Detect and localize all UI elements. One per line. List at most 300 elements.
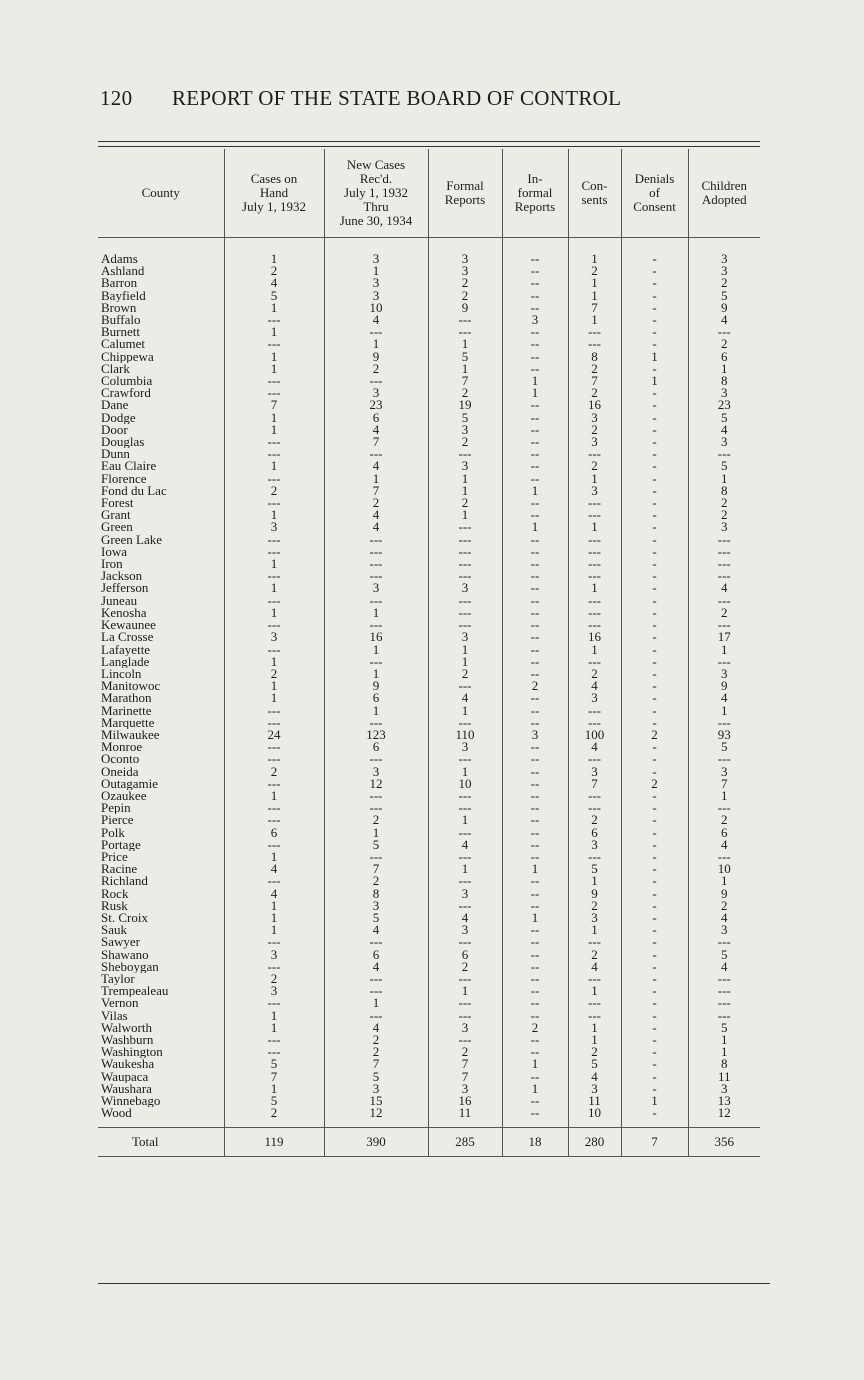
table-cell: 1 (224, 460, 324, 472)
table-cell: -- (502, 875, 568, 887)
table-cell: - (621, 875, 688, 887)
table-row (98, 363, 760, 375)
table-cell: 1 (428, 705, 502, 717)
table-cell: 2 (502, 680, 568, 692)
table-row (98, 644, 760, 656)
table-cell: -- (502, 814, 568, 826)
table-cell: 3 (324, 387, 428, 399)
table-cell: 9 (568, 888, 621, 900)
table-cell: -- (502, 497, 568, 509)
table-cell: --- (324, 802, 428, 814)
table-cell: 1 (428, 644, 502, 656)
county-name: Door (101, 423, 128, 437)
table-cell: 7 (224, 399, 324, 411)
table-cell: --- (568, 717, 621, 729)
table-cell: 1 (568, 277, 621, 289)
table-cell: -- (502, 766, 568, 778)
total-label: Total (98, 1128, 224, 1157)
table-cell: 3 (224, 985, 324, 997)
county-name: Rusk (101, 899, 128, 912)
table-row (98, 1034, 760, 1046)
table-cell: -- (502, 839, 568, 851)
table-cell: - (621, 582, 688, 594)
county-name: Adams (101, 253, 138, 266)
table-cell: --- (224, 497, 324, 509)
county-name: Marinette (101, 704, 152, 717)
table-cell: --- (224, 753, 324, 765)
county-name: Outagamie (101, 777, 159, 790)
table-cell: --- (688, 656, 760, 668)
table-cell: - (621, 1058, 688, 1070)
table-cell: -- (502, 595, 568, 607)
table-cell: 2 (568, 363, 621, 375)
table-cell: - (621, 558, 688, 570)
table-cell: 1 (502, 387, 568, 399)
table-cell: --- (568, 497, 621, 509)
table-cell: 2 (568, 424, 621, 436)
table-cell: 1 (428, 473, 502, 485)
table-cell: - (621, 924, 688, 936)
table-cell: 1 (502, 1058, 568, 1070)
bottom-rule (98, 1283, 770, 1284)
table-row (98, 412, 760, 424)
table-cell: 3 (428, 741, 502, 753)
table-row (98, 888, 760, 900)
table-cell: --- (428, 1010, 502, 1022)
table-cell: --- (324, 717, 428, 729)
table-body (98, 238, 760, 1120)
table-cell: -- (502, 1107, 568, 1119)
county-name: Taylor (101, 972, 135, 986)
table-cell: 3 (568, 485, 621, 497)
county-name: Bayfield (101, 289, 146, 302)
table-cell: --- (324, 973, 428, 985)
table-row (98, 277, 760, 289)
table-cell: 2 (688, 277, 760, 289)
table-cell: --- (224, 778, 324, 790)
table-cell: - (621, 668, 688, 680)
county-name: Clark (101, 362, 130, 376)
table-cell: - (621, 644, 688, 656)
county-name: Douglas (101, 436, 145, 449)
table-cell: 110 (428, 729, 502, 741)
table-cell: --- (568, 705, 621, 717)
table-cell: - (621, 460, 688, 472)
county-name: Chippewa (101, 350, 154, 363)
table-cell: 1 (428, 814, 502, 826)
table-cell: 11 (568, 1095, 621, 1107)
table-cell: 9 (688, 302, 760, 314)
table-cell: 3 (324, 277, 428, 289)
table-row (98, 753, 760, 765)
table-cell: 8 (324, 888, 428, 900)
table-row (98, 387, 760, 399)
table-cell: 1 (224, 851, 324, 863)
table-cell: - (621, 1034, 688, 1046)
table-cell: 1 (568, 582, 621, 594)
table-row (98, 863, 760, 875)
table-cell: --- (428, 521, 502, 533)
county-name: Iron (101, 558, 123, 571)
table-cell: -- (502, 949, 568, 961)
table-cell: --- (224, 387, 324, 399)
table-cell: -- (502, 1034, 568, 1046)
county-name: Kenosha (101, 606, 147, 620)
table-cell: 2 (428, 961, 502, 973)
table-cell: 1 (568, 473, 621, 485)
table-cell: 4 (568, 741, 621, 753)
table-cell: 10 (568, 1107, 621, 1119)
county-name: Kewaunee (101, 619, 156, 632)
table-cell: - (621, 985, 688, 997)
table-cell: 2 (324, 814, 428, 826)
table-cell: --- (224, 814, 324, 826)
county-name: Washburn (101, 1034, 154, 1047)
table-cell: - (621, 570, 688, 582)
table-cell: 3 (428, 424, 502, 436)
table-cell: 1 (688, 363, 760, 375)
table-row (98, 936, 760, 948)
table-cell: --- (324, 534, 428, 546)
table-cell: 2 (688, 607, 760, 619)
table-cell: 3 (688, 521, 760, 533)
table-cell: 2 (502, 1022, 568, 1034)
table-cell: - (621, 766, 688, 778)
table-row (98, 1046, 760, 1058)
table-cell: 2 (688, 497, 760, 509)
table-cell: --- (428, 619, 502, 631)
page-header (100, 86, 621, 111)
table-cell: - (621, 802, 688, 814)
table-cell: 7 (428, 1071, 502, 1083)
table-cell: -- (502, 253, 568, 265)
table-cell: 16 (428, 1095, 502, 1107)
table-row (98, 912, 760, 924)
table-row (98, 875, 760, 887)
table-cell: 3 (428, 460, 502, 472)
table-cell: - (621, 851, 688, 863)
table-cell: 1 (428, 338, 502, 350)
county-name: Shawano (101, 948, 149, 961)
table-row (98, 351, 760, 363)
county-name: Monroe (101, 741, 143, 754)
table-cell: -- (502, 778, 568, 790)
table-cell: 1 (224, 509, 324, 521)
table-cell: -- (502, 1010, 568, 1022)
table-cell: -- (502, 888, 568, 900)
table-cell: 5 (224, 290, 324, 302)
table-cell: --- (688, 546, 760, 558)
table-cell: --- (428, 753, 502, 765)
county-name: Oconto (101, 753, 140, 766)
table-row (98, 656, 760, 668)
total-cell: 390 (324, 1128, 428, 1157)
table-cell: --- (224, 936, 324, 948)
table-cell: 1 (224, 363, 324, 375)
table-cell: --- (688, 717, 760, 729)
county-name: Dodge (101, 411, 136, 424)
table-cell: 4 (688, 839, 760, 851)
county-name: Crawford (101, 387, 151, 400)
table-cell: 4 (324, 314, 428, 326)
county-name: Waupaca (101, 1070, 149, 1083)
county-name: Price (101, 850, 128, 864)
table-cell: 7 (568, 302, 621, 314)
table-row (98, 668, 760, 680)
table-cell: 2 (688, 814, 760, 826)
table-cell: -- (502, 338, 568, 350)
table-cell: 3 (224, 631, 324, 643)
county-name: Racine (101, 863, 138, 876)
table-cell: - (621, 399, 688, 411)
table-cell: 3 (324, 253, 428, 265)
table-cell: 2 (224, 1107, 324, 1119)
table-cell: 5 (224, 1095, 324, 1107)
table-row (98, 631, 760, 643)
table-cell: -- (502, 326, 568, 338)
table-row (98, 448, 760, 460)
table-cell: 3 (568, 412, 621, 424)
county-name: Dunn (101, 448, 130, 461)
county-name: St. Croix (101, 911, 148, 925)
county-name: Columbia (101, 375, 153, 388)
table-row (98, 302, 760, 314)
table-cell: --- (224, 314, 324, 326)
table-cell: --- (428, 1034, 502, 1046)
table-cell: 1 (324, 265, 428, 277)
county-name: Fond du Lac (101, 484, 167, 498)
table-cell: --- (224, 875, 324, 887)
table-cell: 1 (324, 997, 428, 1009)
table-cell: 1 (688, 644, 760, 656)
table-cell: -- (502, 802, 568, 814)
table-cell: 1 (428, 485, 502, 497)
table-cell: 1 (324, 668, 428, 680)
table-row (98, 802, 760, 814)
table-cell: --- (428, 534, 502, 546)
table-cell: 1 (568, 1022, 621, 1034)
table-cell: --- (324, 753, 428, 765)
table-cell: --- (428, 851, 502, 863)
table-cell: 1 (324, 607, 428, 619)
table-row (98, 778, 760, 790)
county-name: Vernon (101, 997, 139, 1010)
county-name: Milwaukee (101, 728, 160, 742)
table-cell: 10 (428, 778, 502, 790)
table-cell: -- (502, 656, 568, 668)
table-cell: 5 (568, 863, 621, 875)
table-cell: 1 (324, 338, 428, 350)
col-informal-reports: In- formal Reports (502, 149, 568, 238)
table-cell: --- (324, 985, 428, 997)
table-cell: --- (428, 875, 502, 887)
table-cell: --- (428, 448, 502, 460)
table-cell: --- (224, 436, 324, 448)
table-cell: 13 (688, 1095, 760, 1107)
table-cell: 4 (324, 424, 428, 436)
table-row (98, 790, 760, 802)
table-cell: - (621, 961, 688, 973)
table-cell: - (621, 717, 688, 729)
table-cell: 3 (428, 265, 502, 277)
table-cell: 2 (324, 1034, 428, 1046)
table-cell: 1 (568, 1034, 621, 1046)
table-row (98, 973, 760, 985)
table-cell: 2 (568, 949, 621, 961)
table-cell: 6 (428, 949, 502, 961)
table-cell: --- (224, 570, 324, 582)
table-cell: --- (568, 534, 621, 546)
county-name: Waushara (101, 1082, 152, 1096)
table-cell: 17 (688, 631, 760, 643)
col-consents: Con- sents (568, 149, 621, 238)
table-cell: -- (502, 936, 568, 948)
table-cell: --- (224, 619, 324, 631)
table-row (98, 546, 760, 558)
table-cell: --- (568, 936, 621, 948)
table-cell: 3 (688, 668, 760, 680)
table-cell: 5 (688, 1022, 760, 1034)
table-cell: 4 (324, 924, 428, 936)
table-cell: 2 (428, 1046, 502, 1058)
table-cell: --- (324, 558, 428, 570)
table-cell: 2 (428, 436, 502, 448)
table-cell: 2 (224, 668, 324, 680)
county-name: Lafayette (101, 643, 151, 656)
table-cell: --- (324, 1010, 428, 1022)
table-cell: - (621, 253, 688, 265)
table-cell: 4 (428, 692, 502, 704)
table-row (98, 497, 760, 509)
table-cell: --- (224, 839, 324, 851)
table-cell: 6 (324, 949, 428, 961)
table-cell: 8 (568, 351, 621, 363)
table-cell: --- (428, 607, 502, 619)
county-name: Sheboygan (101, 960, 159, 973)
table-cell: 3 (324, 1083, 428, 1095)
table-cell: 123 (324, 729, 428, 741)
table-row (98, 949, 760, 961)
table-cell: 3 (568, 1083, 621, 1095)
table-cell: 3 (688, 1083, 760, 1095)
table-row (98, 1010, 760, 1022)
total-cell: 119 (224, 1128, 324, 1157)
table-cell: --- (688, 570, 760, 582)
table-cell: - (621, 448, 688, 460)
table-cell: 2 (224, 766, 324, 778)
table-cell: 3 (428, 924, 502, 936)
table-cell: --- (568, 607, 621, 619)
table-row (98, 290, 760, 302)
table-cell: -- (502, 607, 568, 619)
table-cell: 10 (688, 863, 760, 875)
table-cell: --- (428, 595, 502, 607)
table-cell: - (621, 314, 688, 326)
table-cell: - (621, 656, 688, 668)
table-cell: - (621, 997, 688, 1009)
table-row (98, 473, 760, 485)
table-cell: --- (428, 326, 502, 338)
table-cell: --- (568, 619, 621, 631)
total-row (98, 1128, 760, 1157)
table-cell: -- (502, 985, 568, 997)
county-name: Florence (101, 472, 147, 485)
table-cell: --- (428, 558, 502, 570)
table-cell: -- (502, 351, 568, 363)
table-cell: 4 (568, 961, 621, 973)
county-name: Dane (101, 399, 129, 412)
table-cell: 9 (324, 351, 428, 363)
table-cell: 1 (224, 326, 324, 338)
table-cell: 2 (428, 668, 502, 680)
county-name: Ashland (101, 265, 145, 278)
table-cell: - (621, 863, 688, 875)
table-cell: 2 (224, 265, 324, 277)
table-cell: 3 (428, 582, 502, 594)
county-name: Grant (101, 509, 131, 522)
table-cell: - (621, 692, 688, 704)
table-cell: 3 (688, 265, 760, 277)
table-cell: -- (502, 277, 568, 289)
table-row (98, 997, 760, 1009)
table-cell: -- (502, 1071, 568, 1083)
table-cell: --- (688, 802, 760, 814)
table-cell: - (621, 436, 688, 448)
table-cell: -- (502, 961, 568, 973)
table-cell: 3 (688, 436, 760, 448)
table-cell: --- (324, 326, 428, 338)
table-cell: 3 (428, 253, 502, 265)
table-cell: -- (502, 546, 568, 558)
table-cell: - (621, 509, 688, 521)
table-cell: 9 (688, 888, 760, 900)
table-cell: 3 (688, 924, 760, 936)
table-cell: 5 (688, 290, 760, 302)
table-cell: --- (688, 326, 760, 338)
table-cell: --- (224, 644, 324, 656)
county-name: Wood (101, 1107, 132, 1120)
table-cell: 8 (688, 1058, 760, 1070)
table-cell: - (621, 387, 688, 399)
table-cell: 3 (568, 692, 621, 704)
table-cell: --- (688, 448, 760, 460)
table-cell: 1 (428, 509, 502, 521)
table-cell: 1 (428, 766, 502, 778)
table-cell: --- (568, 656, 621, 668)
table-cell: 1 (502, 912, 568, 924)
county-name: Marathon (101, 692, 152, 705)
total-cell: 356 (688, 1128, 760, 1157)
table-cell: - (621, 424, 688, 436)
table-cell: - (621, 1046, 688, 1058)
table-cell: 1 (502, 521, 568, 533)
table-cell: 4 (568, 1071, 621, 1083)
table-cell: - (621, 1010, 688, 1022)
county-name: Rock (101, 887, 129, 900)
table-cell: 1 (224, 924, 324, 936)
county-name: Sauk (101, 924, 127, 937)
table-cell: 4 (688, 314, 760, 326)
table-cell: -- (502, 692, 568, 704)
table-cell: 2 (324, 875, 428, 887)
table-cell: --- (688, 753, 760, 765)
table-cell: --- (428, 680, 502, 692)
table-row (98, 521, 760, 533)
table-row (98, 314, 760, 326)
table-cell: 1 (224, 1083, 324, 1095)
table-cell: - (621, 790, 688, 802)
table-cell: 2 (428, 387, 502, 399)
